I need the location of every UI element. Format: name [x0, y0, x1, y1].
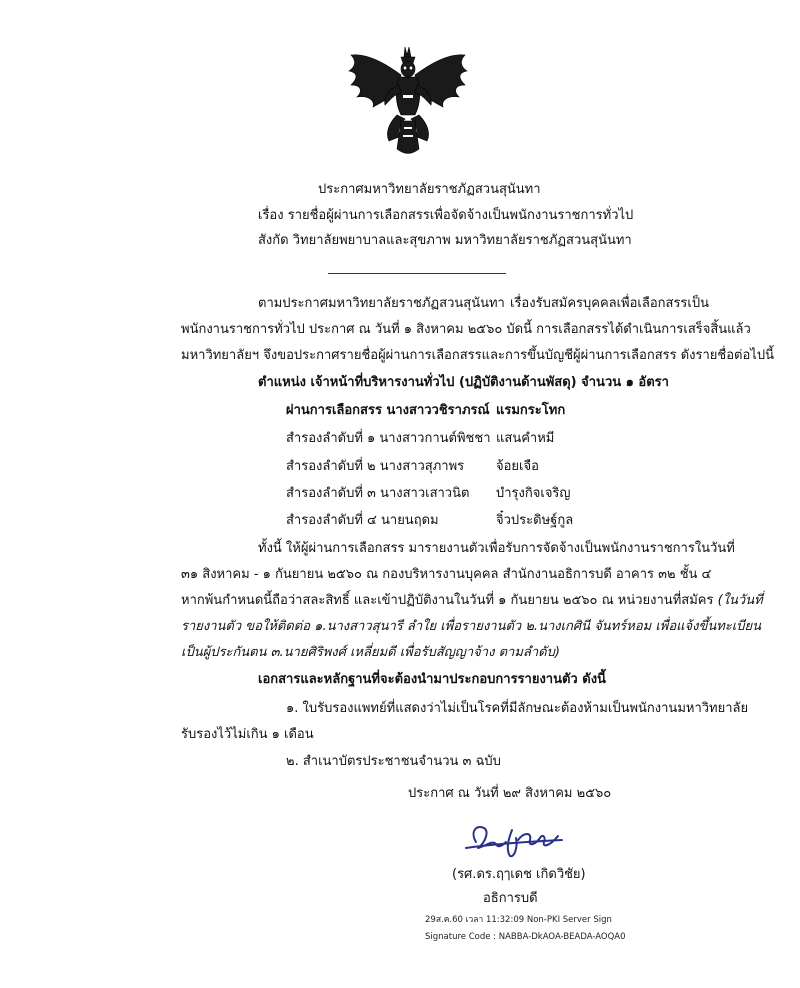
signature-code: Signature Code : NABBA-DkAOA-BEADA-AOQA0 [425, 932, 626, 942]
reserve-4: สำรองลำดับที่ ๔ นายนฤดม [286, 513, 439, 528]
intro-line-1b: เรื่องรับสมัครบุคคลเพื่อเลือกสรรเป็น [510, 296, 709, 311]
position-title: ตำแหน่ง เจ้าหน้าที่บริหารงานทั่วไป (ปฏิบัติงานด้านพัสดุ) จำนวน ๑ อัตรา [258, 375, 669, 390]
passed-candidate-surname: แรมกระโทก [496, 403, 566, 418]
reserve-2-surname: จ้อยเจือ [496, 459, 539, 474]
reserve-1: สำรองลำดับที่ ๑ นางสาวกานต์พิชชา [286, 431, 491, 446]
report-line-2: ๓๑ สิงหาคม - ๑ กันยายน ๒๕๖๐ ณ กองบริหารงานบุคคล สำนักงานอธิการบดี อาคาร ๓๒ ชั้น ๔ [181, 567, 712, 582]
reserve-3-surname: บำรุงกิจเจริญ [496, 486, 571, 501]
intro-line-2: พนักงานราชการทั่วไป ประกาศ ณ วันที่ ๑ สิงหาคม ๒๕๖๐ บัดนี้ การเลือกสรรได้ดำเนินการเสร็จสิ้นแล้ว [181, 322, 751, 337]
intro-line-1a: ตามประกาศมหาวิทยาลัยราชภัฏสวนสุนันทา [258, 296, 505, 311]
report-line-4: รายงานตัว ขอให้ติดต่อ ๑.นางสาวสุนารี ลำใย เพื่อรายงานตัว ๒.นางเกศินี จันทร์หอม เพื่อแจ้งขึ้นทะเบียน [181, 619, 762, 634]
reserve-4-surname: จิ๋วประดิษฐ์กูล [496, 513, 574, 528]
intro-line-3: มหาวิทยาลัยฯ จึงขอประกาศรายชื่อผู้ผ่านการเลือกสรรและการขึ้นบัญชีผู้ผ่านการเลือกสรร ดังรายชื่อต่อไปนี้ [181, 348, 774, 363]
garuda-emblem-icon [345, 45, 470, 157]
document-item-1: ๑. ใบรับรองแพทย์ที่แสดงว่าไม่เป็นโรคที่มีลักษณะต้องห้ามเป็นพนักงานมหาวิทยาลัย [286, 701, 749, 716]
announcement-date: ประกาศ ณ วันที่ ๒๙ สิงหาคม ๒๕๖๐ [408, 786, 612, 801]
handwritten-signature [462, 818, 572, 860]
reserve-2: สำรองลำดับที่ ๒ นางสาวสุภาพร [286, 459, 465, 474]
document-item-1-cont: รับรองไว้ไม่เกิน ๑ เดือน [181, 727, 314, 742]
documents-title: เอกสารและหลักฐานที่จะต้องนำมาประกอบการรายงานตัว ดังนี้ [258, 672, 606, 687]
affiliation-line: สังกัด วิทยาลัยพยาบาลและสุขภาพ มหาวิทยาลัยราชภัฏสวนสุนันทา [258, 233, 632, 248]
signatory-name: (รศ.ดร.ฤๅเดช เกิดวิชัย) [452, 867, 586, 882]
report-line-3-text: หากพ้นกำหนดนี้ถือว่าสละสิทธิ์ และเข้าปฏิบัติงานในวันที่ ๑ กันยายน ๒๕๖๐ ณ หน่วยงานที่สมัคร [181, 593, 718, 608]
document-item-2: ๒. สำเนาบัตรประชาชนจำนวน ๓ ฉบับ [286, 754, 501, 769]
passed-candidate: ผ่านการเลือกสรร นางสาววชิราภรณ์ [286, 403, 490, 418]
sign-timestamp: 29ส.ค.60 เวลา 11:32:09 Non-PKI Server Sign [425, 915, 612, 925]
subject-line: เรื่อง รายชื่อผู้ผ่านการเลือกสรรเพื่อจัดจ้างเป็นพนักงานราชการทั่วไป [258, 208, 634, 223]
report-line-3-italic: (ในวันที่ [717, 593, 763, 608]
header-divider [328, 273, 506, 274]
report-line-3 [181, 592, 763, 610]
reserve-1-surname: แสนคำหมี [496, 431, 555, 446]
signatory-title: อธิการบดี [483, 891, 538, 906]
report-line-1: ทั้งนี้ ให้ผู้ผ่านการเลือกสรร มารายงานตัวเพื่อรับการจัดจ้างเป็นพนักงานราชการในวันที่ [258, 541, 735, 556]
announcement-title: ประกาศมหาวิทยาลัยราชภัฏสวนสุนันทา [318, 182, 541, 197]
reserve-3: สำรองลำดับที่ ๓ นางสาวเสาวนิต [286, 486, 470, 501]
report-line-5: เป็นผู้ประกันตน ๓.นายศิริพงศ์ เหลี่ยมดี เพื่อรับสัญญาจ้าง ตามลำดับ) [181, 645, 560, 660]
